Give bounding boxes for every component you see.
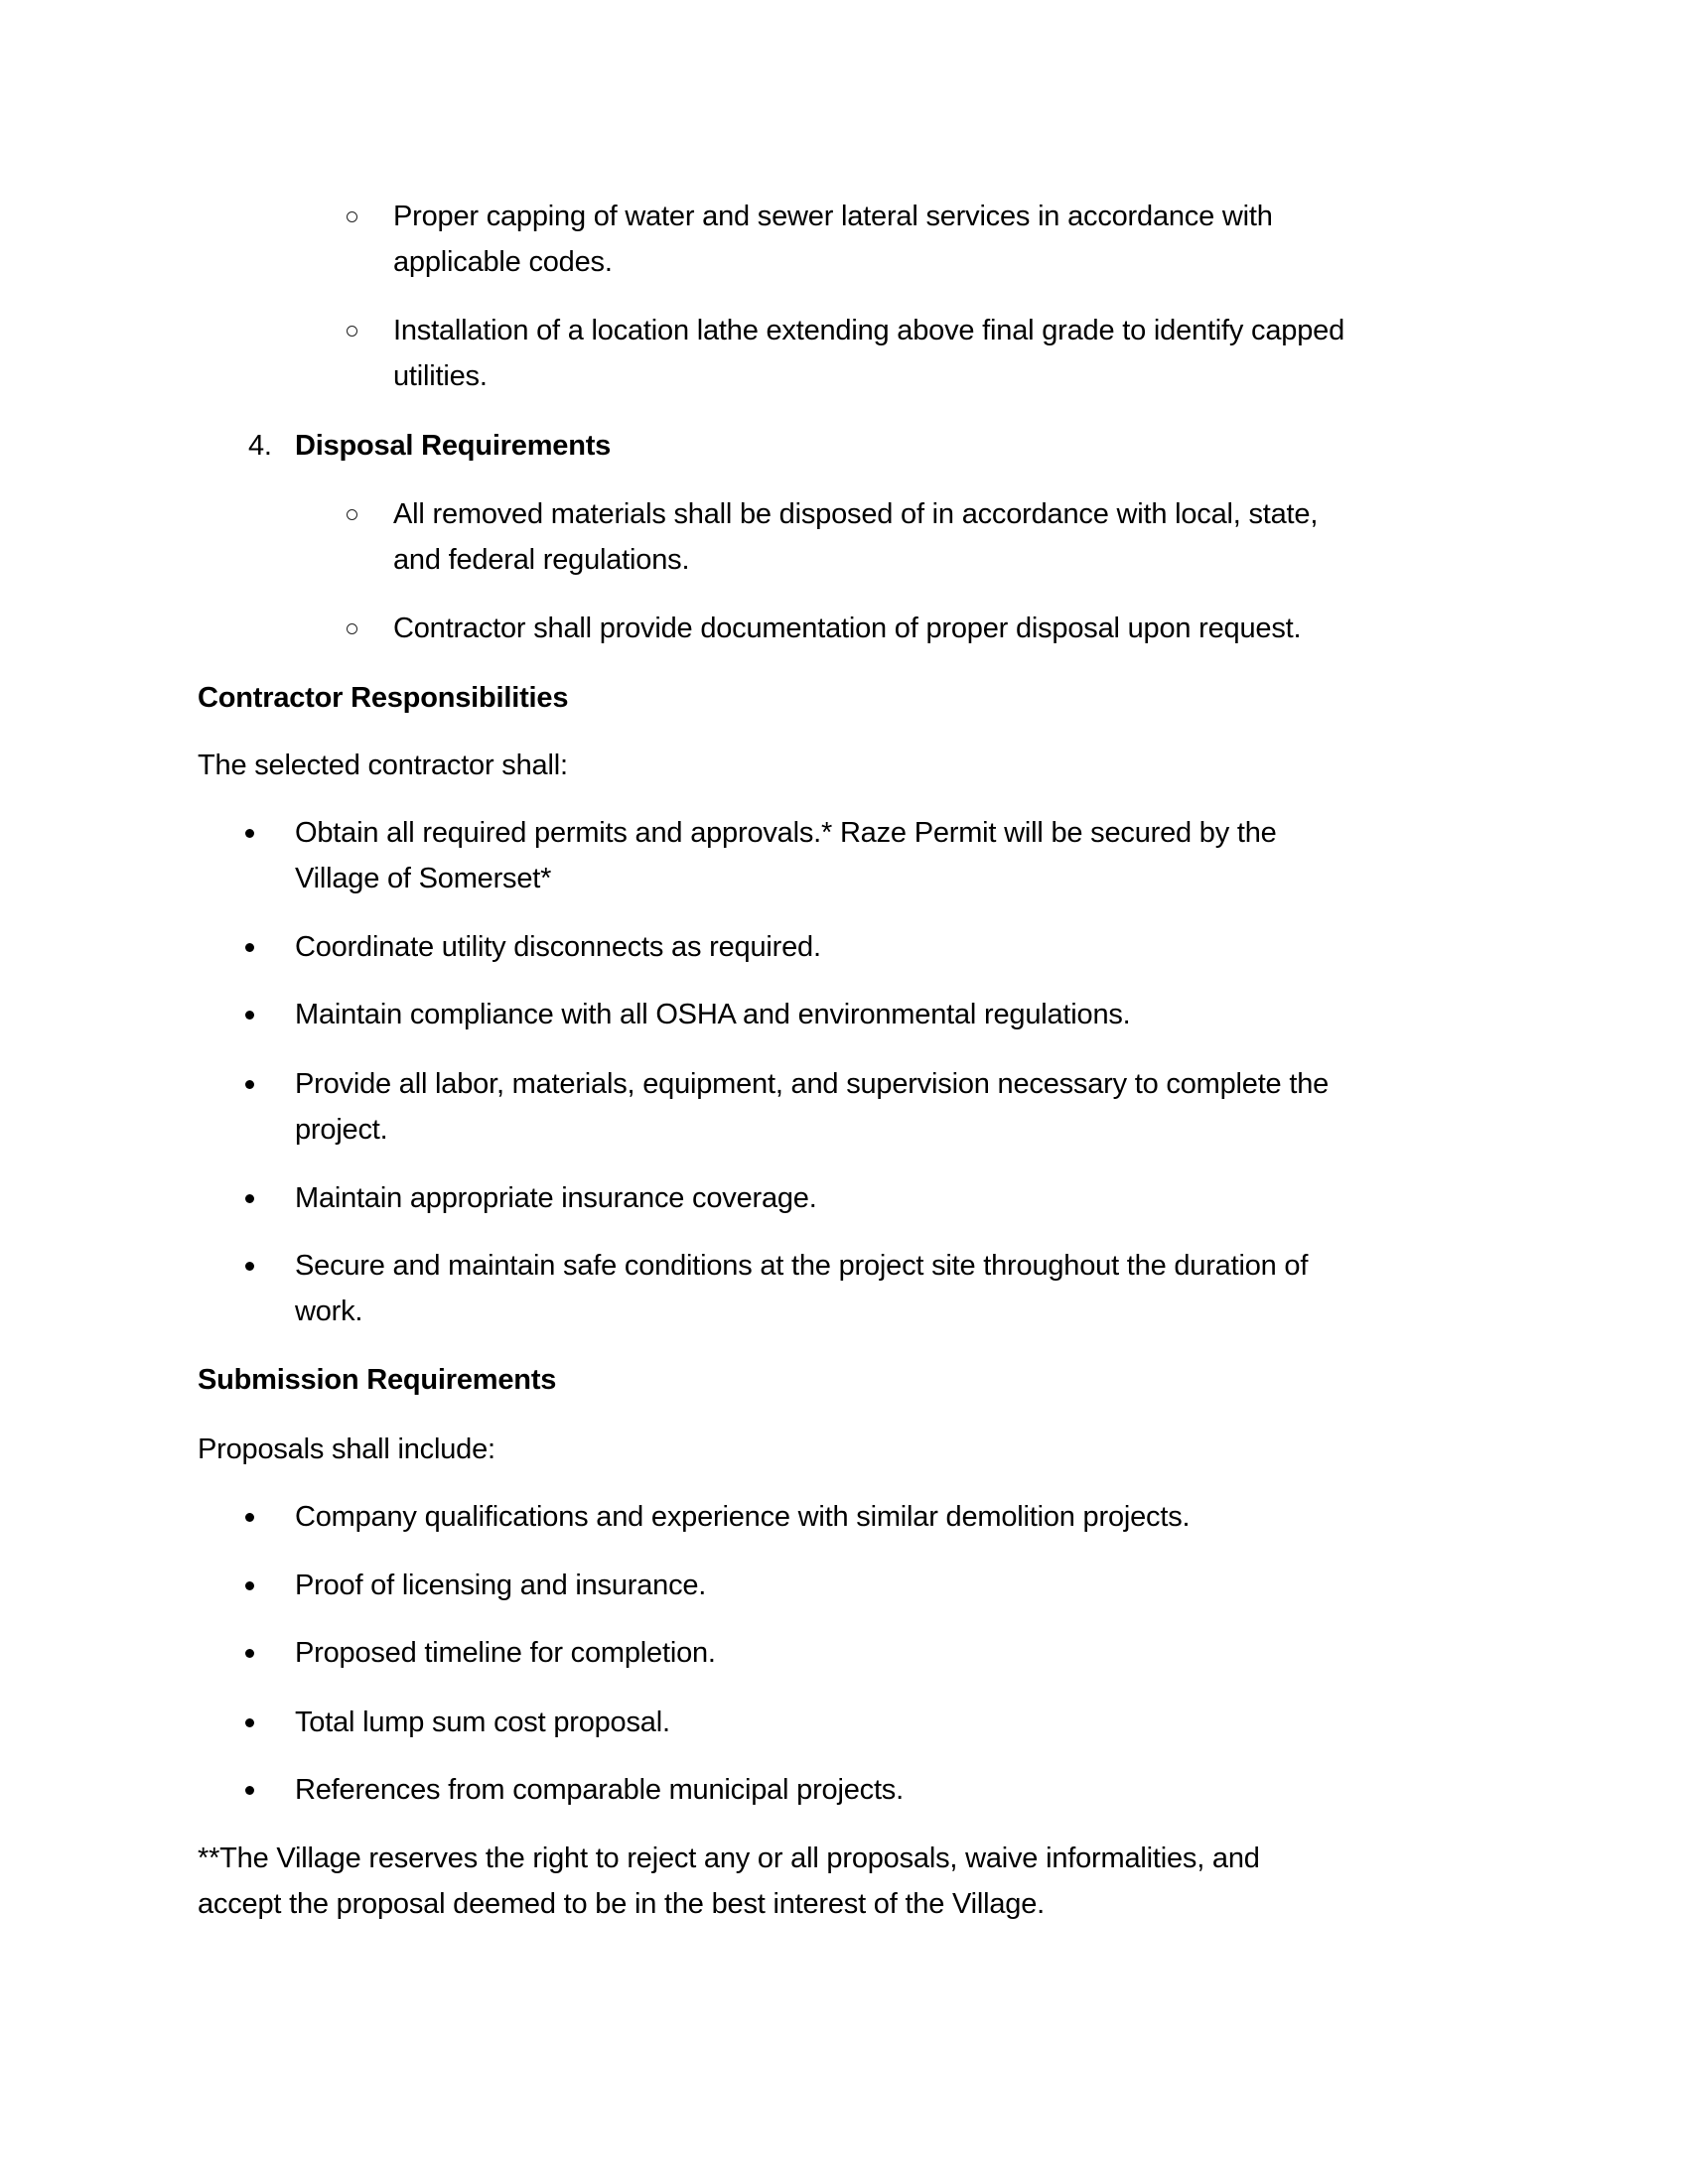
list-item-line: work. [295,1296,363,1327]
list-item-line: Maintain compliance with all OSHA and environmental regulations. [295,999,1131,1030]
sub-bullet-icon [347,623,357,634]
closing-note-line: accept the proposal deemed to be in the best interest of the Village. [198,1888,1046,1920]
bullet-icon [245,1649,254,1658]
section-heading: Submission Requirements [198,1364,557,1396]
list-item-line: Maintain appropriate insurance coverage. [295,1182,817,1214]
sub-bullet-icon [347,211,357,222]
sub-bullet-icon [347,509,357,520]
sub-item-line: All removed materials shall be disposed of in accordance with local, state, [393,498,1319,530]
sub-bullet-icon [347,326,357,337]
bullet-icon [245,1080,254,1089]
list-item-line: References from comparable municipal projects. [295,1774,904,1806]
section-intro: The selected contractor shall: [198,750,568,781]
list-item-line: Secure and maintain safe conditions at the project site throughout the duration of [295,1250,1309,1282]
list-item-line: Village of Somerset* [295,863,552,894]
section-heading: Contractor Responsibilities [198,682,569,714]
list-item-line: Total lump sum cost proposal. [295,1706,670,1738]
list-item-line: Obtain all required permits and approvals.* Raze Permit will be secured by the [295,817,1277,849]
list-item-line: Proof of licensing and insurance. [295,1570,707,1601]
bullet-icon [245,943,254,952]
list-number: 4. [248,430,272,462]
bullet-icon [245,1262,254,1271]
sub-item-line: Installation of a location lathe extending above final grade to identify capped [393,315,1344,346]
bullet-icon [245,1194,254,1203]
bullet-icon [245,1513,254,1522]
section-subheading: Disposal Requirements [295,430,612,462]
bullet-icon [245,1786,254,1795]
bullet-icon [245,829,254,838]
list-item-line: Provide all labor, materials, equipment, and supervision necessary to complete the [295,1068,1330,1100]
sub-item-line: Proper capping of water and sewer lateral services in accordance with [393,201,1273,232]
sub-item-line: applicable codes. [393,246,613,278]
sub-item-line: Contractor shall provide documentation of proper disposal upon request. [393,613,1302,644]
list-item-line: Coordinate utility disconnects as required. [295,931,821,963]
sub-item-line: utilities. [393,360,488,392]
list-item-line: project. [295,1114,388,1146]
list-item-line: Proposed timeline for completion. [295,1637,716,1669]
list-item-line: Company qualifications and experience with similar demolition projects. [295,1501,1191,1533]
closing-note-line: **The Village reserves the right to reject any or all proposals, waive informalities, and [198,1843,1260,1874]
bullet-icon [245,1718,254,1727]
bullet-icon [245,1011,254,1020]
sub-item-line: and federal regulations. [393,544,690,576]
bullet-icon [245,1581,254,1590]
section-intro: Proposals shall include: [198,1433,495,1465]
